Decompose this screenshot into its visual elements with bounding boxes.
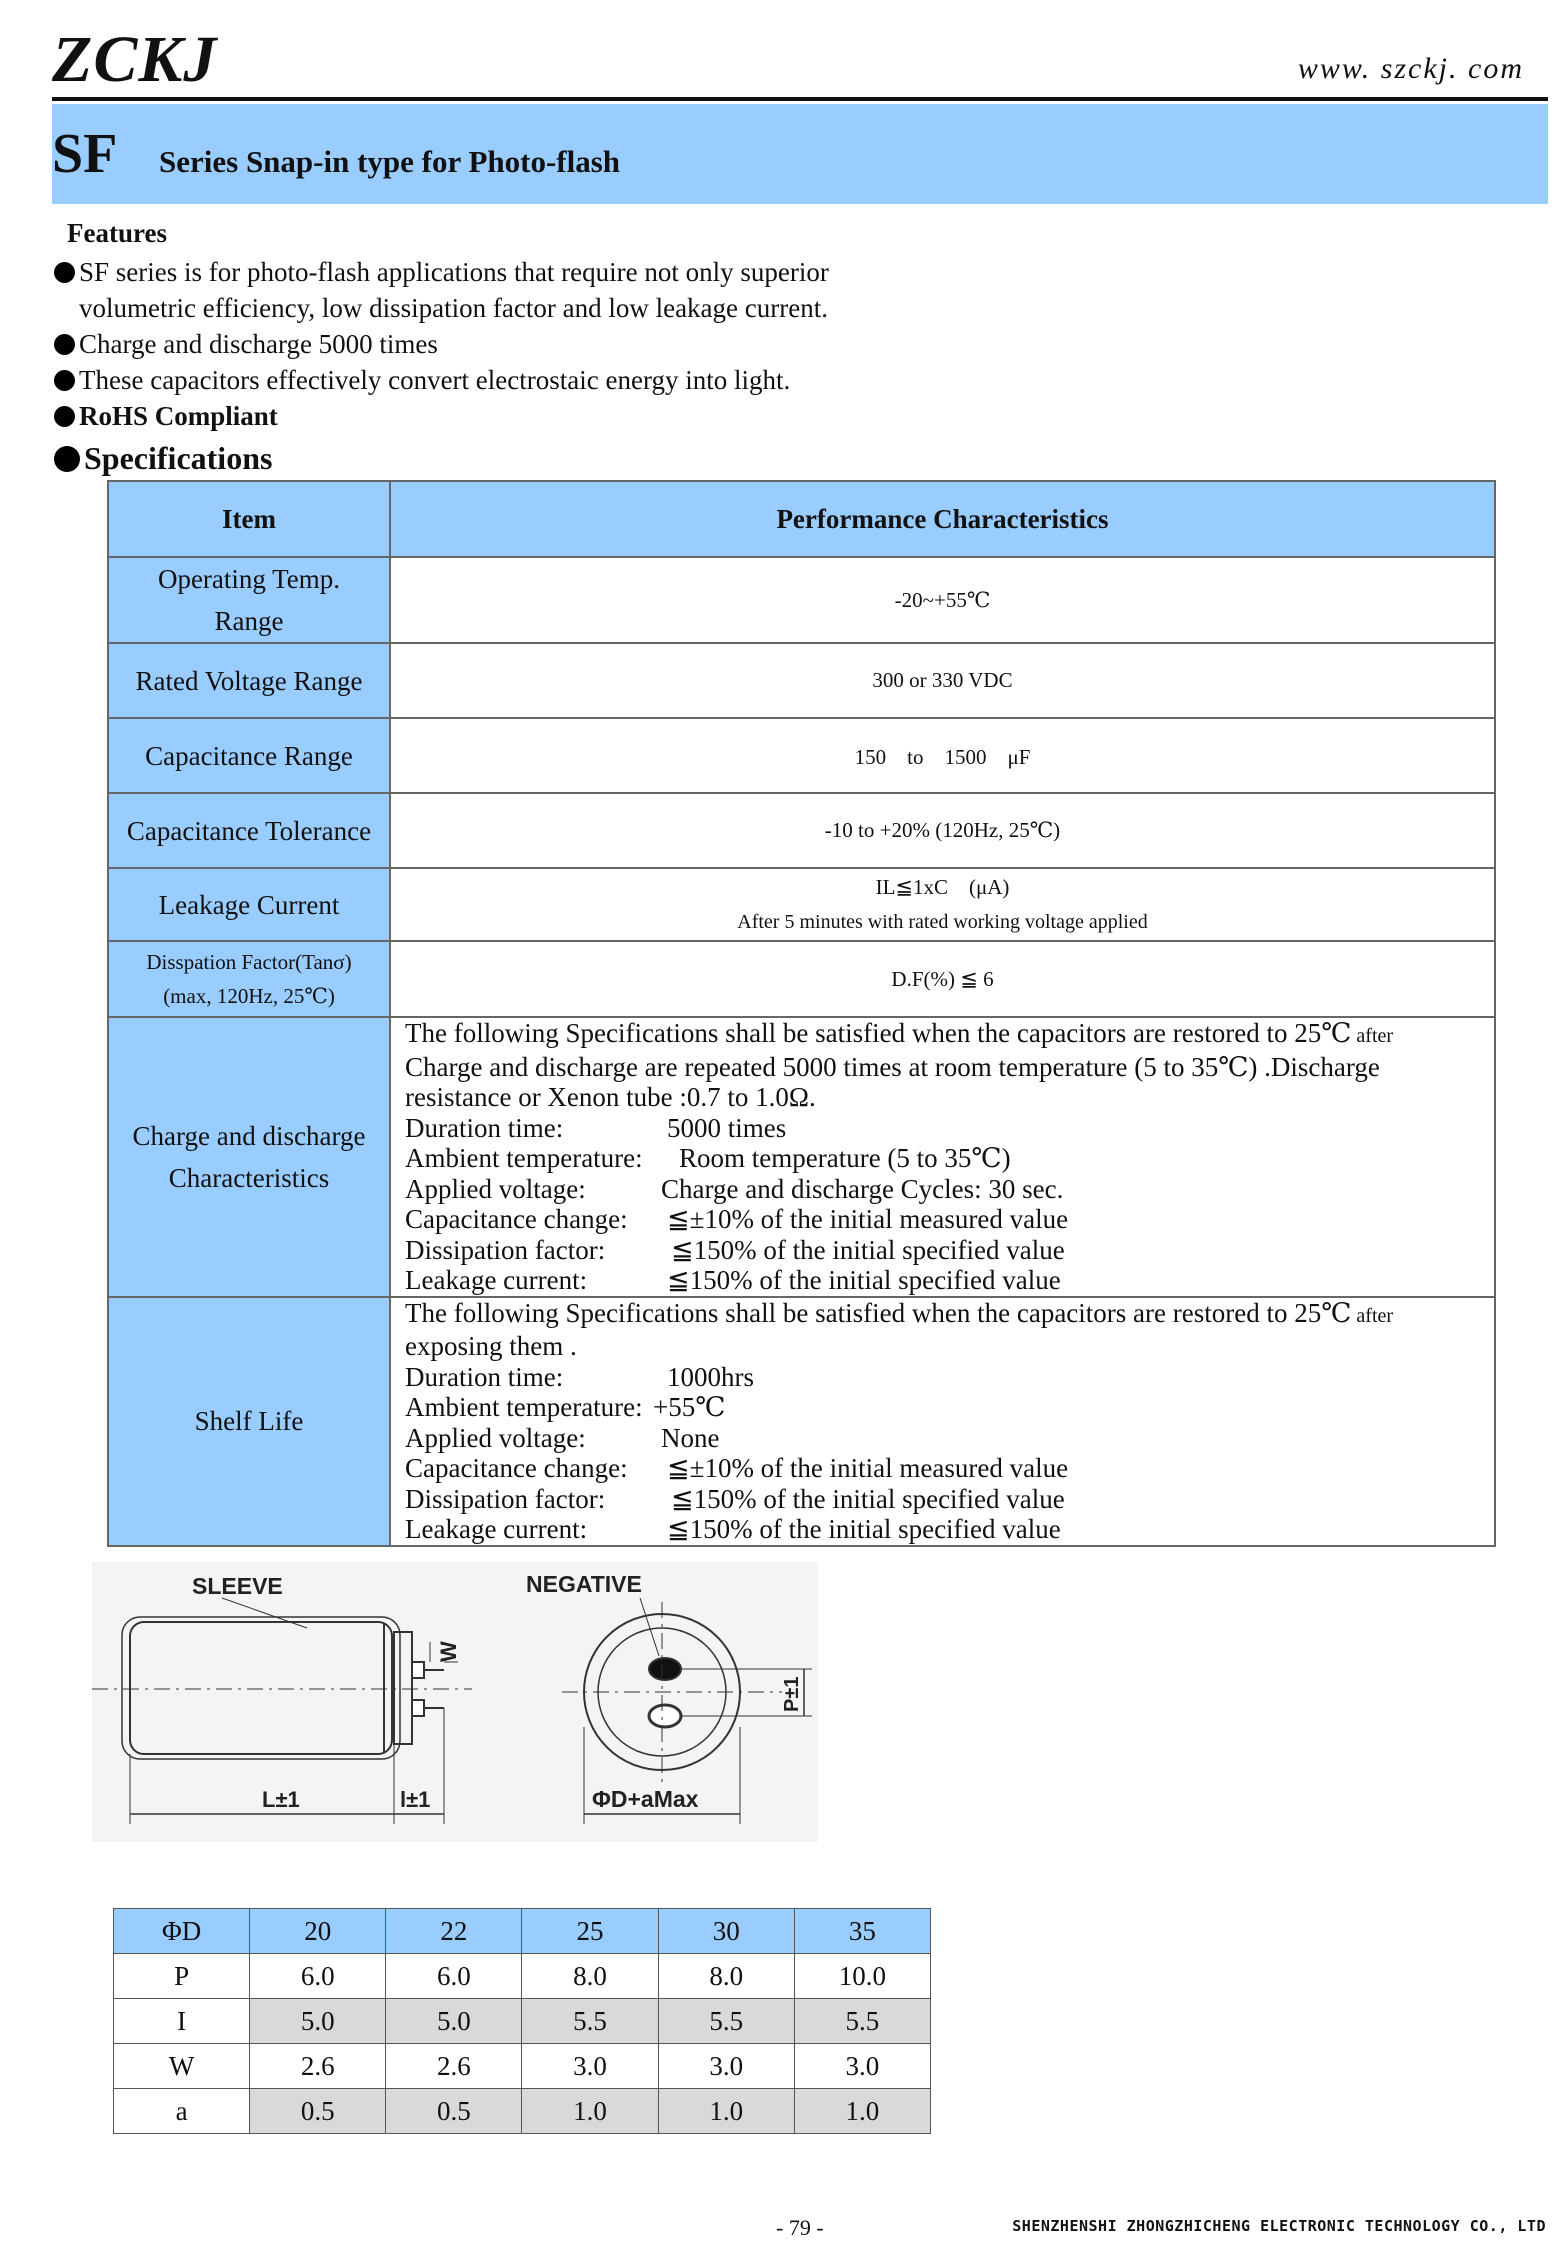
table-row: a 0.5 0.5 1.0 1.0 1.0 xyxy=(114,2089,931,2134)
negative-terminal xyxy=(649,1658,681,1680)
feature-item: These capacitors effectively convert electrostaic energy into light. xyxy=(54,362,790,398)
w-label: W xyxy=(436,1641,461,1662)
bullet-icon xyxy=(54,446,80,472)
table-row xyxy=(108,557,1495,643)
website-url: www. szckj. com xyxy=(1297,52,1524,85)
series-title: Series Snap-in type for Photo-flash xyxy=(159,144,621,179)
series-banner xyxy=(52,104,1548,204)
capacitor-dimension-diagram xyxy=(92,1562,818,1842)
row-label: Leakage Current xyxy=(108,868,390,941)
negative-label: NEGATIVE xyxy=(526,1571,642,1597)
i-label: l±1 xyxy=(400,1787,431,1812)
table-row: W 2.6 2.6 3.0 3.0 3.0 xyxy=(114,2044,931,2089)
row-value: -20~+55℃ xyxy=(390,557,1495,643)
dimensions-table xyxy=(113,1908,931,2134)
feature-item: Charge and discharge 5000 times xyxy=(54,326,438,362)
bullet-icon xyxy=(54,262,75,283)
page-number: - 79 - xyxy=(776,2215,824,2240)
table-header-row: ΦD 20 22 25 30 35 xyxy=(114,1909,931,1954)
specifications-heading: Specifications xyxy=(54,440,272,477)
row-value: 300 or 330 VDC xyxy=(390,643,1495,718)
l-label: L±1 xyxy=(262,1787,300,1812)
company-name: SHENZHENSHI ZHONGZHICHENG ELECTRONIC TECHNOLOGY CO., LTD xyxy=(1012,2217,1546,2235)
row-label: Charge and discharge Characteristics xyxy=(108,1017,390,1297)
row-label: Rated Voltage Range xyxy=(108,643,390,718)
company-logo: ZCKJ xyxy=(52,23,218,96)
specifications-table xyxy=(107,480,1496,1547)
column-header-performance: Performance Characteristics xyxy=(390,481,1495,557)
row-label: Shelf Life xyxy=(108,1297,390,1546)
table-row xyxy=(108,1297,1495,1546)
p-label: P±1 xyxy=(781,1676,803,1712)
table-row xyxy=(108,718,1495,793)
row-label: Capacitance Range xyxy=(108,718,390,793)
bullet-icon xyxy=(54,406,75,427)
table-row xyxy=(108,793,1495,868)
series-code: SF xyxy=(52,123,118,185)
row-label: Capacitance Tolerance xyxy=(108,793,390,868)
row-label: Operating Temp. Range xyxy=(108,557,390,643)
table-row: I 5.0 5.0 5.5 5.5 5.5 xyxy=(114,1999,931,2044)
row-value: D.F(%) ≦ 6 xyxy=(390,941,1495,1017)
row-label: Disspation Factor(Tanσ) (max, 120Hz, 25℃) xyxy=(108,941,390,1017)
feature-item: RoHS Compliant xyxy=(54,398,278,434)
feature-item: SF series is for photo-flash applications that require not only superior volumetric efficiency, low dissipation factor and low leakage current. xyxy=(54,254,829,326)
bullet-icon xyxy=(54,370,75,391)
row-value: 150 to 1500 μF xyxy=(390,718,1495,793)
header-rule xyxy=(52,97,1548,101)
d-label: ΦD+aMax xyxy=(592,1786,699,1812)
bullet-icon xyxy=(54,334,75,355)
features-heading: Features xyxy=(67,218,167,248)
table-row xyxy=(108,1017,1495,1297)
sleeve-label: SLEEVE xyxy=(192,1573,283,1599)
table-row xyxy=(108,868,1495,941)
column-header-item: Item xyxy=(108,481,390,557)
row-value: The following Specifications shall be satisfied when the capacitors are restored to 25℃ after exposing them . Duration time: 1000hrs Ambient temperature: +55℃ Applied voltage: None Capacitance change: ≦±10% of the initial measured value Dissipation factor: ≦150% of the initial specified value Leakage current: ≦150% of the initial specified value xyxy=(390,1297,1495,1546)
row-value: -10 to +20% (120Hz, 25℃) xyxy=(390,793,1495,868)
row-value: IL≦1xC (μA) After 5 minutes with rated working voltage applied xyxy=(390,868,1495,941)
table-header-row xyxy=(108,481,1495,557)
table-row xyxy=(108,643,1495,718)
table-row xyxy=(108,941,1495,1017)
row-value: The following Specifications shall be satisfied when the capacitors are restored to 25℃ after Charge and discharge are repeated 5000 times at room temperature (5 to 35℃) .Discharge resistance or Xenon tube :0.7 to 1.0Ω. Duration time: 5000 times Ambient temperature: Room temperature (5 to 35℃) Applied voltage: Charge and discharge Cycles: 30 sec. Capacitance change: ≦±10% of the initial measured value Dissipation factor: ≦150% of the initial specified value Leakage current: ≦150% of the initial specified value xyxy=(390,1017,1495,1297)
table-row: P 6.0 6.0 8.0 8.0 10.0 xyxy=(114,1954,931,1999)
